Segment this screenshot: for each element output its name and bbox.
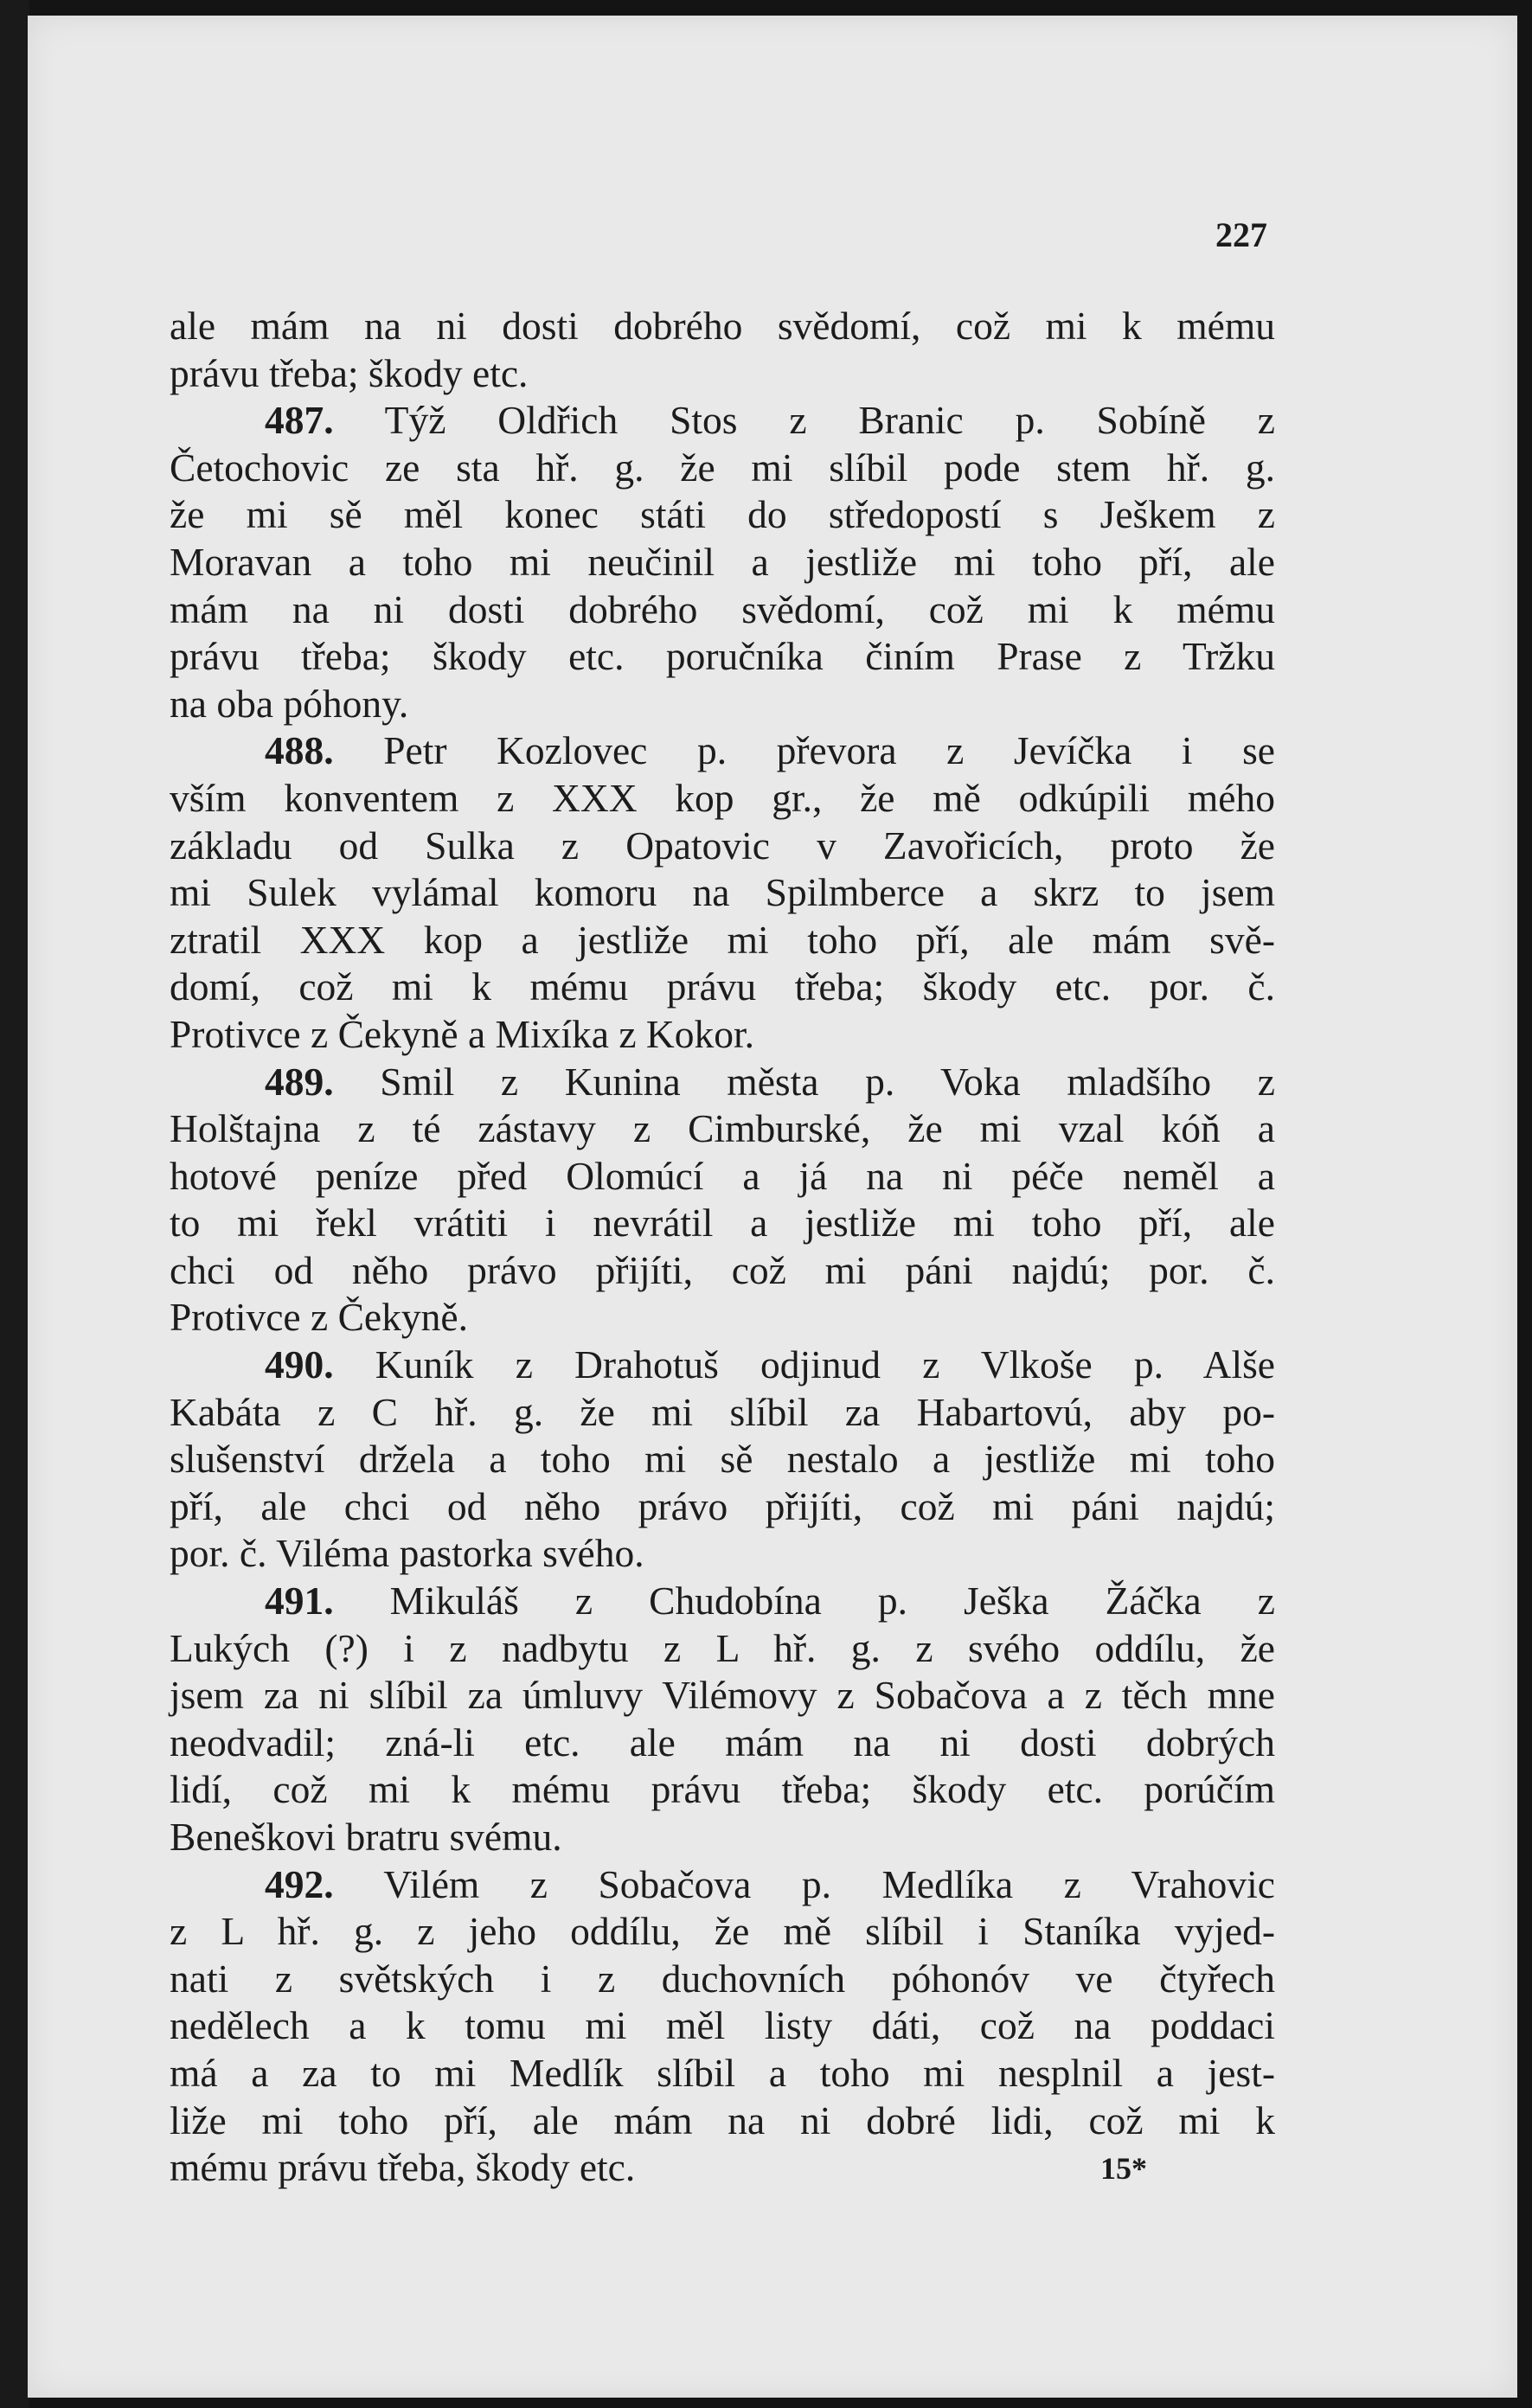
- line-text: právu třeba; škody etc. poručníka činím Prase z Tržku: [170, 634, 1275, 679]
- text-line: [170, 917, 1275, 964]
- line-text: nati z světských i z duchovních póhonóv ve čtyřech: [170, 1956, 1275, 2001]
- text-line: [170, 1672, 1275, 1720]
- text-line: [170, 491, 1275, 539]
- text-line: [170, 1011, 1275, 1059]
- line-text: že mi sě měl konec státi do středopostí s Ješkem z: [170, 492, 1275, 537]
- line-text: nedělech a k tomu mi měl listy dáti, což na poddaci: [170, 2003, 1275, 2048]
- text-line: [170, 1105, 1275, 1153]
- text-line: [170, 633, 1275, 681]
- line-text: právu třeba; škody etc.: [170, 350, 529, 395]
- line-text: Lukých (?) i z nadbytu z L hř. g. z svého oddílu, že: [170, 1625, 1275, 1670]
- text-line: [170, 2002, 1275, 2050]
- line-text: má a za to mi Medlík slíbil a toho mi nesplnil a jest-: [170, 2050, 1275, 2095]
- line-text: Vilém z Sobačova p. Medlíka z Vrahovic: [333, 1861, 1275, 1906]
- line-text: Mikuláš z Chudobína p. Ješka Žáčka z: [333, 1579, 1275, 1623]
- line-text: vším konventem z XXX kop gr., že mě odkúpili mého: [170, 775, 1275, 820]
- text-line: [170, 964, 1275, 1011]
- line-text: na oba póhony.: [170, 681, 409, 726]
- entry-first-line: [170, 397, 1275, 445]
- line-text: z L hř. g. z jeho oddílu, že mě slíbil i Staníka vyjed-: [170, 1909, 1275, 1954]
- entry-number: 488.: [265, 728, 334, 773]
- line-text: Četochovic ze sta hř. g. že mi slíbil pode stem hř. g.: [170, 445, 1275, 490]
- line-text: Kuník z Drahotuš odjinud z Vlkoše p. Alše: [333, 1342, 1275, 1387]
- line-text: Protivce z Čekyně.: [170, 1295, 468, 1340]
- line-text: pří, ale chci od něho právo přijíti, což mi páni najdú;: [170, 1483, 1275, 1528]
- text-line: [170, 1153, 1275, 1201]
- line-text: chci od něho právo přijíti, což mi páni najdú; por. č.: [170, 1247, 1275, 1292]
- scan-edge: [0, 0, 29, 2408]
- text-line: [170, 539, 1275, 586]
- text-line: [170, 1200, 1275, 1247]
- line-text: ztratil XXX kop a jestliže mi toho pří, ale mám svě-: [170, 917, 1275, 962]
- text-line: [170, 1389, 1275, 1437]
- line-text: Holštajna z té zástavy z Cimburské, že mi vzal kóň a: [170, 1106, 1275, 1151]
- text-line: [170, 1720, 1275, 1767]
- entry-number: 490.: [265, 1342, 334, 1387]
- text-line: [170, 823, 1275, 870]
- text-line: [170, 1530, 1275, 1578]
- entry-number: 487.: [265, 398, 334, 443]
- line-text: základu od Sulka z Opatovic v Zavořicích, proto že: [170, 823, 1275, 868]
- entry-first-line: [170, 1059, 1275, 1106]
- line-text: por. č. Viléma pastorka svého.: [170, 1531, 644, 1576]
- line-text: neodvadil; zná-li etc. ale mám na ni dosti dobrých: [170, 1720, 1275, 1764]
- entry-number: 492.: [265, 1861, 334, 1906]
- text-line: [170, 445, 1275, 492]
- line-text: Kabáta z C hř. g. že mi slíbil za Habartovú, aby po-: [170, 1389, 1275, 1434]
- text-line: [170, 1766, 1275, 1814]
- signature-mark: 15*: [1100, 2151, 1147, 2186]
- text-line: [170, 1956, 1275, 2003]
- entry-number: 491.: [265, 1579, 334, 1623]
- line-text: jsem za ni slíbil za úmluvy Vilémovy z Sobačova a z těch mne: [170, 1673, 1275, 1718]
- line-text: lidí, což mi k mému právu třeba; škody etc. porúčím: [170, 1767, 1275, 1812]
- entry-first-line: [170, 1861, 1275, 1909]
- text-line: [170, 869, 1275, 917]
- line-text: ale mám na ni dosti dobrého svědomí, což mi k mému: [170, 304, 1275, 348]
- text-line: [170, 1436, 1275, 1483]
- text-line: [170, 350, 1275, 398]
- line-text: liže mi toho pří, ale mám na ni dobré lidi, což mi k: [170, 2097, 1275, 2142]
- entry-number: 489.: [265, 1059, 334, 1104]
- text-line: [170, 2097, 1275, 2145]
- text-line: [170, 775, 1275, 823]
- entry-first-line: [170, 727, 1275, 775]
- entry-first-line: [170, 1578, 1275, 1625]
- page-number: 227: [1215, 215, 1267, 254]
- line-text: hotové peníze před Olomúcí a já na ni péče neměl a: [170, 1153, 1275, 1198]
- line-text: to mi řekl vrátiti i nevrátil a jestliže mi toho pří, ale: [170, 1201, 1275, 1246]
- text-line: [170, 2050, 1275, 2097]
- text-line: [170, 1814, 1275, 1861]
- line-text: mému právu třeba, škody etc.: [170, 2145, 636, 2190]
- line-text: Smil z Kunina města p. Voka mladšího z: [333, 1059, 1275, 1104]
- text-line: [170, 1625, 1275, 1673]
- body-text: [170, 303, 1275, 2192]
- text-line: [170, 1483, 1275, 1531]
- text-line: [170, 586, 1275, 634]
- line-text: mám na ni dosti dobrého svědomí, což mi k mému: [170, 586, 1275, 631]
- text-line: [170, 1294, 1275, 1342]
- line-text: mi Sulek vylámal komoru na Spilmberce a skrz to jsem: [170, 870, 1275, 915]
- text-line: [170, 1247, 1275, 1295]
- line-text: slušenství držela a toho mi sě nestalo a jestliže mi toho: [170, 1437, 1275, 1482]
- text-line: [170, 681, 1275, 728]
- line-text: Beneškovi bratru svému.: [170, 1815, 562, 1859]
- text-line: [170, 303, 1275, 350]
- line-text: Týž Oldřich Stos z Branic p. Sobíně z: [333, 398, 1275, 443]
- line-text: Moravan a toho mi neučinil a jestliže mi toho pří, ale: [170, 539, 1275, 584]
- entry-first-line: [170, 1342, 1275, 1389]
- line-text: Petr Kozlovec p. převora z Jevíčka i se: [333, 728, 1275, 773]
- line-text: domí, což mi k mému právu třeba; škody etc. por. č.: [170, 964, 1275, 1009]
- text-line: [170, 1908, 1275, 1956]
- line-text: Protivce z Čekyně a Mixíka z Kokor.: [170, 1011, 755, 1056]
